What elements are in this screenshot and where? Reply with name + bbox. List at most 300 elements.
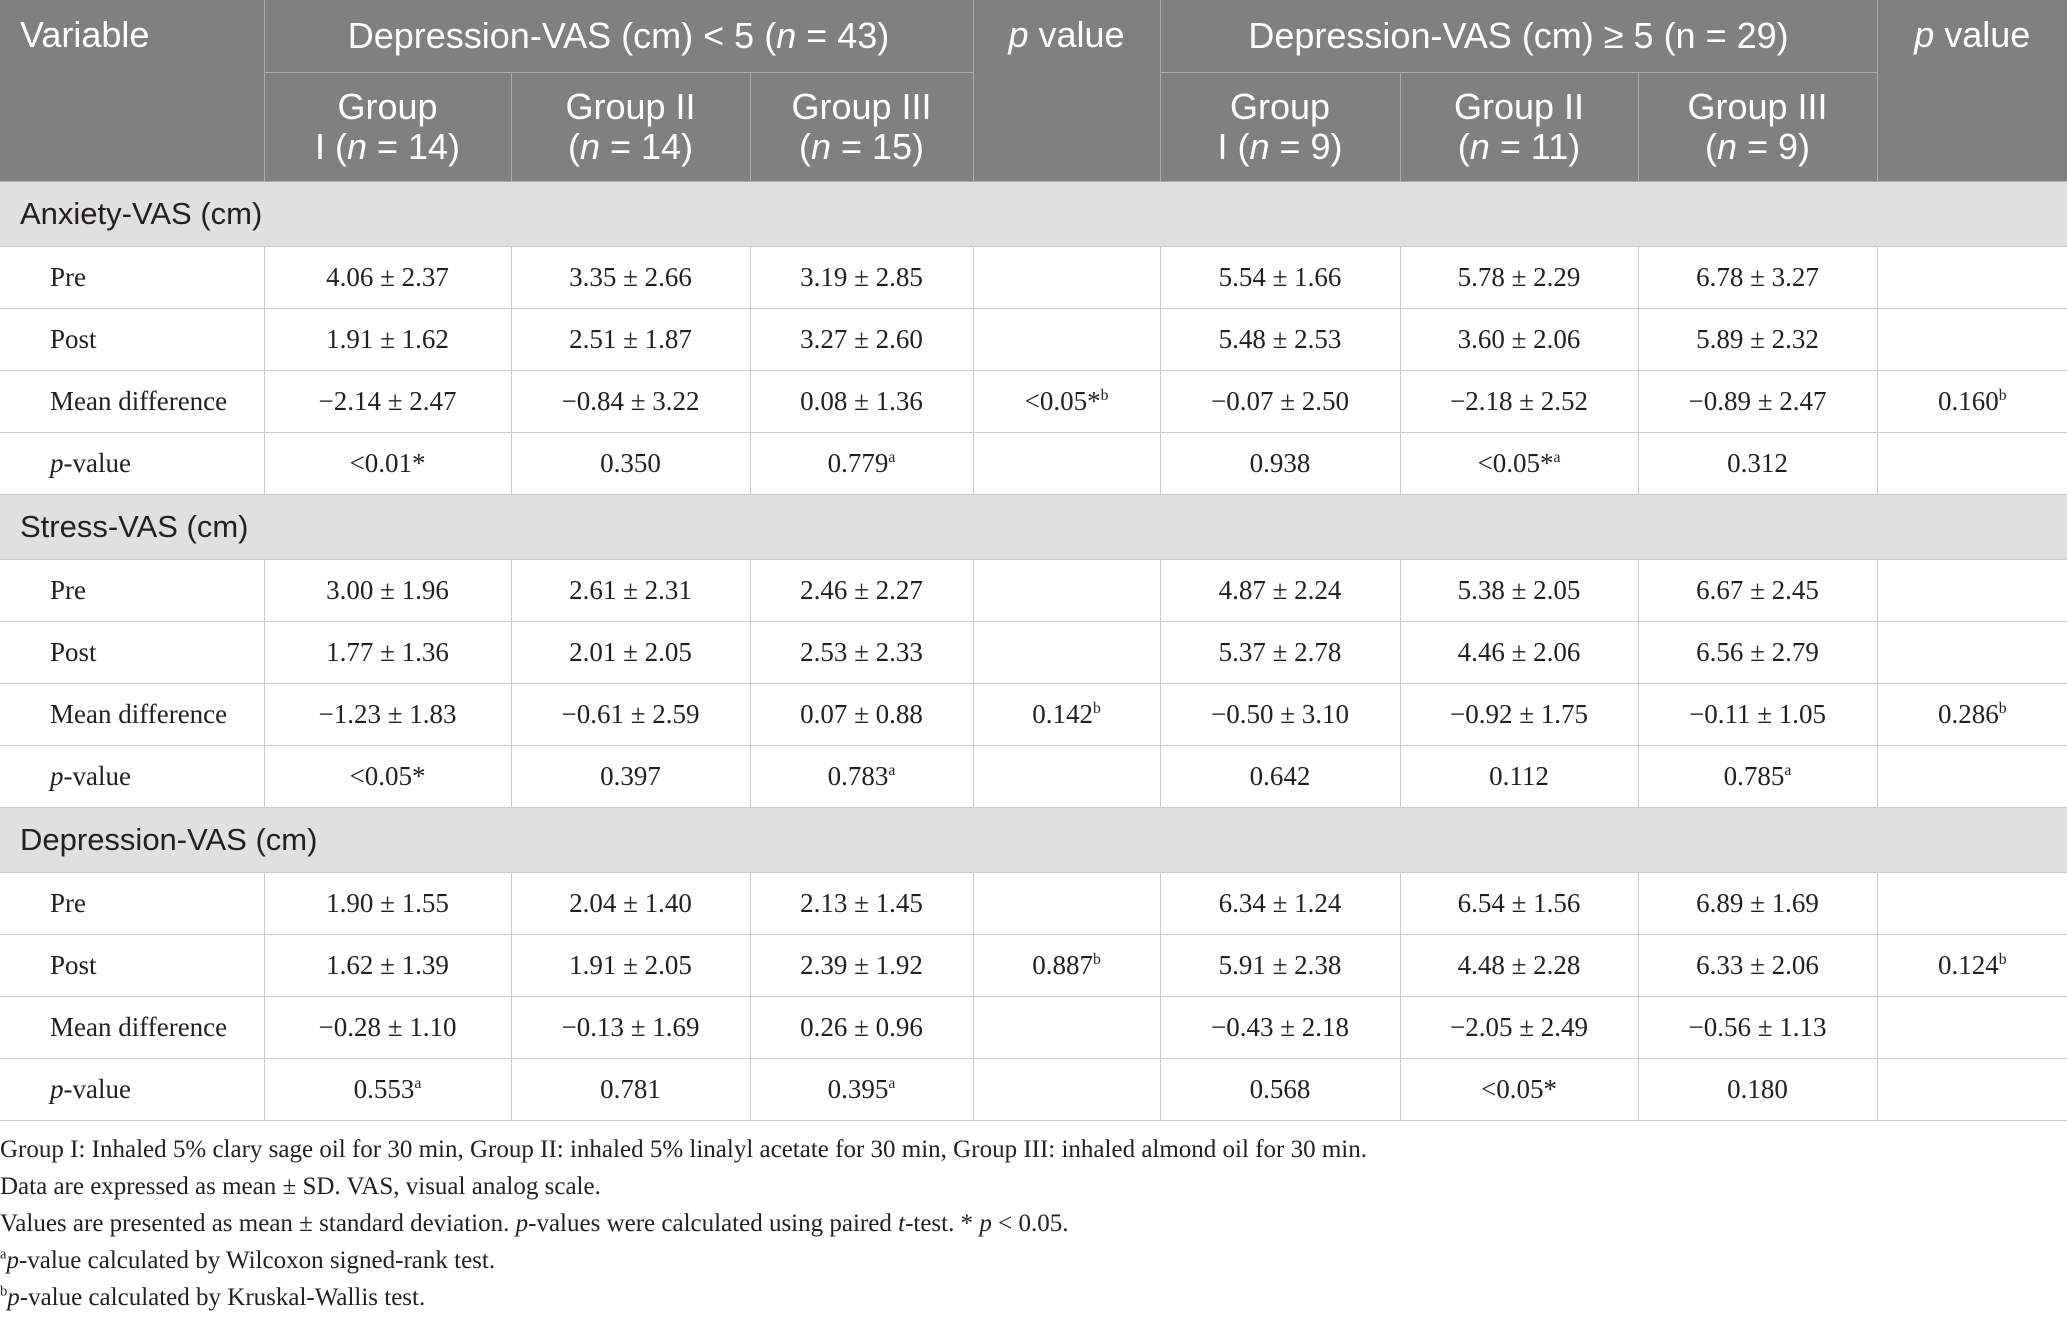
row-label (0, 684, 264, 746)
cell-value: 6.34 ± 1.24 (1218, 888, 1342, 918)
cell-value: 3.60 ± 2.06 (1457, 324, 1581, 354)
table-header (0, 0, 2067, 182)
section-row (0, 808, 2067, 873)
footnote (0, 1168, 2067, 1205)
cell-value: −0.61 ± 2.59 (561, 699, 700, 729)
cell-value: 2.04 ± 1.40 (569, 888, 692, 918)
table-row (0, 622, 2067, 684)
header-line (512, 127, 750, 167)
text-segment: n (346, 126, 367, 167)
cell-value: 2.53 ± 2.33 (800, 637, 923, 667)
cell-value: 0.938 (1249, 448, 1311, 478)
cell-value: <0.05* (1481, 1074, 1557, 1104)
text-segment: p (1008, 14, 1029, 55)
cell-value: 0.397 (600, 761, 661, 791)
cell-value: 5.37 ± 2.78 (1218, 637, 1342, 667)
data-cell (1160, 935, 1400, 997)
footnote (0, 1279, 2067, 1316)
text-segment: p (7, 1284, 20, 1311)
header-subgroups-high-2 (1400, 73, 1638, 182)
header-line (265, 87, 511, 127)
data-cell (750, 433, 973, 495)
row-label (0, 873, 264, 935)
header-subgroups-low-1 (264, 73, 511, 182)
data-cell (750, 247, 973, 309)
table-row (0, 935, 2067, 997)
data-cell (264, 371, 511, 433)
group-p-value-cell (973, 873, 1160, 935)
data-cell (511, 935, 750, 997)
text-segment: = 9) (1269, 126, 1343, 167)
cell-value: 0.142 (1032, 699, 1093, 729)
cell-value: 2.46 ± 2.27 (800, 575, 923, 605)
row-label (0, 371, 264, 433)
data-cell (1400, 1059, 1638, 1121)
cell-value: 0.553 (353, 1074, 415, 1104)
text-segment: p (50, 761, 64, 791)
text-segment: Mean difference (50, 386, 228, 416)
text-segment: Group II (565, 86, 696, 127)
data-cell (1638, 371, 1877, 433)
data-cell (511, 684, 750, 746)
data-cell (1400, 247, 1638, 309)
data-cell (511, 309, 750, 371)
cell-value: 0.350 (600, 448, 661, 478)
group-p-value-cell (1877, 309, 2067, 371)
header-row-1 (0, 0, 2067, 73)
row-label (0, 247, 264, 309)
footnote (0, 1205, 2067, 1242)
data-cell (750, 935, 973, 997)
text-segment: Group III (791, 86, 932, 127)
cell-value: 2.13 ± 1.45 (800, 888, 923, 918)
cell-value: 5.91 ± 2.38 (1218, 950, 1342, 980)
superscript-marker: b (1092, 700, 1101, 717)
text-segment: Mean difference (50, 699, 228, 729)
data-cell (1400, 935, 1638, 997)
header-subgroups-low-2 (511, 73, 750, 182)
cell-value: <0.05* (1024, 386, 1101, 416)
cell-value: 2.01 ± 2.05 (569, 637, 692, 667)
group-p-value-cell (1877, 433, 2067, 495)
group-p-value-cell (1877, 1059, 2067, 1121)
text-segment: value (1934, 14, 2031, 55)
text-segment: n (1716, 126, 1737, 167)
data-cell (264, 997, 511, 1059)
text-segment: Post (50, 324, 97, 354)
section-title: Depression-VAS (cm) (0, 808, 2067, 873)
data-cell (511, 247, 750, 309)
superscript-marker: a (888, 762, 896, 779)
group-p-value-cell (973, 247, 1160, 309)
row-label (0, 997, 264, 1059)
data-cell (1400, 309, 1638, 371)
text-segment: p (50, 1074, 64, 1104)
row-label (0, 1059, 264, 1121)
text-segment: I ( (314, 126, 347, 167)
cell-value: 4.06 ± 2.37 (326, 262, 449, 292)
data-cell (264, 433, 511, 495)
table-row (0, 746, 2067, 808)
data-cell (1160, 873, 1400, 935)
data-cell (750, 1059, 973, 1121)
header-group-low (264, 0, 973, 73)
text-segment: ( (1704, 126, 1717, 167)
data-cell (1400, 560, 1638, 622)
data-cell (750, 560, 973, 622)
text-segment: -value calculated by Wilcoxon signed-rank test. (18, 1247, 496, 1274)
data-cell (1400, 433, 1638, 495)
header-group-high (1160, 0, 1877, 73)
header-line (1639, 127, 1877, 167)
row-label (0, 935, 264, 997)
header-line (751, 127, 973, 167)
header-line (1401, 127, 1638, 167)
cell-value: 1.91 ± 1.62 (326, 324, 449, 354)
data-cell (1160, 622, 1400, 684)
cell-value: 0.779 (827, 448, 889, 478)
text-segment: = 15) (830, 126, 925, 167)
data-cell (1160, 746, 1400, 808)
data-cell (1638, 1059, 1877, 1121)
text-segment: = 43) (796, 15, 890, 56)
text-segment: -value (63, 761, 131, 791)
cell-value: 2.39 ± 1.92 (800, 950, 923, 980)
cell-value: 5.89 ± 2.32 (1696, 324, 1819, 354)
cell-value: −1.23 ± 1.83 (318, 699, 457, 729)
cell-value: −0.07 ± 2.50 (1210, 386, 1350, 416)
data-cell (750, 873, 973, 935)
group-p-value-cell (1877, 622, 2067, 684)
text-segment: p (50, 448, 64, 478)
data-cell (1638, 935, 1877, 997)
cell-value: −0.89 ± 2.47 (1688, 386, 1827, 416)
text-segment: -value (63, 1074, 131, 1104)
text-segment: Post (50, 637, 97, 667)
data-cell (750, 622, 973, 684)
data-cell (1400, 371, 1638, 433)
data-cell (1160, 309, 1400, 371)
header-line (1639, 87, 1877, 127)
cell-value: −2.05 ± 2.49 (1449, 1012, 1589, 1042)
group-p-value-cell (1877, 997, 2067, 1059)
text-segment: I ( (1217, 126, 1250, 167)
data-cell (1638, 622, 1877, 684)
cell-value: 0.07 ± 0.88 (800, 699, 923, 729)
cell-value: 2.61 ± 2.31 (569, 575, 692, 605)
group-p-value-cell (973, 1059, 1160, 1121)
cell-value: 0.312 (1727, 448, 1788, 478)
superscript-marker: a (414, 1075, 422, 1092)
data-cell (264, 247, 511, 309)
row-label (0, 433, 264, 495)
data-cell (1160, 433, 1400, 495)
text-segment: < 0.05. (991, 1210, 1069, 1237)
data-cell (750, 684, 973, 746)
group-p-value-cell (973, 997, 1160, 1059)
text-segment: -test. * (905, 1210, 980, 1237)
data-cell (511, 997, 750, 1059)
row-label (0, 309, 264, 371)
text-segment: value (1028, 14, 1125, 55)
table-row (0, 560, 2067, 622)
cell-value: 0.887 (1032, 950, 1093, 980)
cell-value: 6.78 ± 3.27 (1696, 262, 1819, 292)
data-cell (1400, 622, 1638, 684)
group-p-value-cell (973, 371, 1160, 433)
cell-value: 5.78 ± 2.29 (1457, 262, 1581, 292)
cell-value: 1.62 ± 1.39 (326, 950, 449, 980)
data-cell (1638, 746, 1877, 808)
text-segment: Depression-VAS (cm) < 5 ( (347, 15, 777, 56)
header-line (265, 127, 511, 167)
text-segment: n (810, 126, 831, 167)
cell-value: −0.13 ± 1.69 (561, 1012, 700, 1042)
group-p-value-cell (1877, 560, 2067, 622)
cell-value: 4.46 ± 2.06 (1457, 637, 1581, 667)
cell-value: 6.54 ± 1.56 (1457, 888, 1581, 918)
header-line (512, 87, 750, 127)
data-cell (511, 1059, 750, 1121)
cell-value: 2.51 ± 1.87 (569, 324, 692, 354)
text-segment: ( (567, 126, 580, 167)
data-cell (511, 873, 750, 935)
text-segment: = 11) (1489, 126, 1581, 167)
text-segment: Group (1229, 86, 1331, 127)
data-cell (511, 433, 750, 495)
table-row (0, 309, 2067, 371)
section-title: Anxiety-VAS (cm) (0, 182, 2067, 247)
table-row (0, 684, 2067, 746)
table-row (0, 873, 2067, 935)
data-cell (750, 997, 973, 1059)
section-title: Stress-VAS (cm) (0, 495, 2067, 560)
header-p-value-high (1877, 0, 2067, 182)
group-p-value-cell (973, 622, 1160, 684)
data-cell (1400, 873, 1638, 935)
cell-value: 5.48 ± 2.53 (1218, 324, 1342, 354)
header-line (1401, 87, 1638, 127)
cell-value: 0.783 (827, 761, 889, 791)
text-segment: n (776, 15, 797, 56)
superscript-marker: b (1100, 387, 1109, 404)
superscript-marker: b (1998, 700, 2007, 717)
header-p-value-low (973, 0, 1160, 182)
cell-value: −0.43 ± 2.18 (1210, 1012, 1350, 1042)
text-segment: = 14) (366, 126, 461, 167)
cell-value: −0.50 ± 3.10 (1210, 699, 1350, 729)
cell-value: <0.05* (349, 761, 426, 791)
data-cell (1638, 433, 1877, 495)
superscript-marker: a (0, 1246, 7, 1263)
cell-value: 6.56 ± 2.79 (1696, 637, 1819, 667)
superscript-marker: a (1784, 762, 1792, 779)
data-cell (1160, 684, 1400, 746)
footnotes (0, 1121, 2067, 1316)
cell-value: 3.27 ± 2.60 (800, 324, 923, 354)
cell-value: −0.92 ± 1.75 (1449, 699, 1589, 729)
data-cell (1160, 247, 1400, 309)
group-p-value-cell (973, 433, 1160, 495)
cell-value: 0.395 (827, 1074, 889, 1104)
section-row (0, 182, 2067, 247)
text-segment: p (515, 1210, 529, 1237)
superscript-marker: b (0, 1283, 8, 1300)
text-segment: n (1469, 126, 1490, 167)
text-segment: Data are expressed as mean ± SD. VAS, visual analog scale. (0, 1173, 601, 1200)
data-cell (511, 746, 750, 808)
data-cell (750, 746, 973, 808)
cell-value: −0.11 ± 1.05 (1688, 699, 1827, 729)
cell-value: <0.01* (349, 448, 426, 478)
group-p-value-cell (1877, 746, 2067, 808)
superscript-marker: a (888, 449, 896, 466)
cell-value: 4.48 ± 2.28 (1457, 950, 1581, 980)
cell-value: 6.67 ± 2.45 (1696, 575, 1819, 605)
cell-value: −0.28 ± 1.10 (318, 1012, 457, 1042)
header-line (751, 87, 973, 127)
group-p-value-cell (1877, 371, 2067, 433)
data-cell (1400, 997, 1638, 1059)
text-segment: n (1249, 126, 1270, 167)
cell-value: 3.19 ± 2.85 (800, 262, 923, 292)
text-segment: t (898, 1210, 906, 1237)
text-segment: -values were calculated using paired (528, 1210, 899, 1237)
cell-value: 0.124 (1937, 950, 1999, 980)
data-cell (264, 560, 511, 622)
data-cell (750, 371, 973, 433)
table-row (0, 1059, 2067, 1121)
cell-value: 0.180 (1727, 1074, 1788, 1104)
cell-value: 0.286 (1937, 699, 1999, 729)
data-cell (264, 873, 511, 935)
text-segment: Group II (1453, 86, 1585, 127)
text-segment: -value calculated by Kruskal-Wallis test. (19, 1284, 426, 1311)
data-cell (1638, 247, 1877, 309)
group-p-value-cell (973, 935, 1160, 997)
header-variable: Variable (0, 0, 264, 182)
text-segment: ( (798, 126, 811, 167)
data-cell (264, 1059, 511, 1121)
data-cell (264, 935, 511, 997)
table-row (0, 433, 2067, 495)
cell-value: 0.160 (1937, 386, 1999, 416)
text-segment: ( (1457, 126, 1470, 167)
data-cell (1638, 873, 1877, 935)
data-cell (511, 560, 750, 622)
text-segment: Values are presented as mean ± standard deviation. (0, 1210, 516, 1237)
cell-value: 6.89 ± 1.69 (1696, 888, 1819, 918)
cell-value: 3.00 ± 1.96 (326, 575, 449, 605)
data-cell (264, 309, 511, 371)
header-line (1161, 127, 1400, 167)
text-segment: p (979, 1210, 992, 1237)
data-cell (264, 746, 511, 808)
text-segment: Group (337, 86, 438, 127)
data-cell (264, 684, 511, 746)
table-row (0, 247, 2067, 309)
cell-value: 5.54 ± 1.66 (1218, 262, 1342, 292)
cell-value: −2.18 ± 2.52 (1449, 386, 1589, 416)
cell-value: 0.781 (600, 1074, 661, 1104)
table-row (0, 997, 2067, 1059)
header-subgroups-low-3 (750, 73, 973, 182)
table-row (0, 371, 2067, 433)
data-cell (1160, 560, 1400, 622)
data-cell (1638, 684, 1877, 746)
text-segment: Post (50, 950, 97, 980)
cell-value: −0.84 ± 3.22 (561, 386, 700, 416)
cell-value: 3.35 ± 2.66 (569, 262, 692, 292)
data-cell (1638, 997, 1877, 1059)
text-segment: Group I: Inhaled 5% clary sage oil for 30 min, Group II: inhaled 5% linalyl acetate for 30 min, Group III: inhaled almond oil for 30 min. (0, 1136, 1367, 1163)
footnote (0, 1131, 2067, 1168)
group-p-value-cell (1877, 935, 2067, 997)
superscript-marker: a (1553, 449, 1561, 466)
cell-value: 5.38 ± 2.05 (1457, 575, 1581, 605)
text-segment: Mean difference (50, 1012, 228, 1042)
data-cell (1638, 560, 1877, 622)
text-segment: p (1914, 14, 1935, 55)
data-cell (750, 309, 973, 371)
row-label (0, 560, 264, 622)
header-subgroups-high-3 (1638, 73, 1877, 182)
data-cell (264, 622, 511, 684)
cell-value: <0.05* (1477, 448, 1554, 478)
row-label (0, 622, 264, 684)
data-cell (1160, 1059, 1400, 1121)
data-cell (511, 622, 750, 684)
group-p-value-cell (973, 560, 1160, 622)
superscript-marker: b (1998, 387, 2007, 404)
footnote (0, 1242, 2067, 1279)
text-segment: Pre (50, 262, 86, 292)
cell-value: 0.26 ± 0.96 (800, 1012, 923, 1042)
cell-value: 4.87 ± 2.24 (1218, 575, 1342, 605)
cell-value: −0.56 ± 1.13 (1688, 1012, 1827, 1042)
text-segment: Pre (50, 888, 86, 918)
section-row (0, 495, 2067, 560)
row-label (0, 746, 264, 808)
text-segment: Group III (1687, 86, 1828, 127)
cell-value: −2.14 ± 2.47 (318, 386, 457, 416)
data-cell (1160, 997, 1400, 1059)
cell-value: 1.91 ± 2.05 (569, 950, 692, 980)
cell-value: 0.568 (1249, 1074, 1311, 1104)
group-p-value-cell (973, 684, 1160, 746)
data-cell (1400, 746, 1638, 808)
superscript-marker: a (888, 1075, 896, 1092)
superscript-marker: b (1092, 951, 1101, 968)
cell-value: 6.33 ± 2.06 (1696, 950, 1819, 980)
cell-value: 0.112 (1489, 761, 1549, 791)
table-body (0, 182, 2067, 1121)
header-line (1161, 87, 1400, 127)
group-p-value-cell (1877, 684, 2067, 746)
cell-value: 1.77 ± 1.36 (326, 637, 449, 667)
group-p-value-cell (973, 746, 1160, 808)
cell-value: 1.90 ± 1.55 (326, 888, 449, 918)
cell-value: 0.785 (1723, 761, 1785, 791)
data-cell (1400, 684, 1638, 746)
text-segment: -value (63, 448, 131, 478)
text-segment: Depression-VAS (cm) ≥ 5 (n = 29) (1248, 15, 1789, 56)
text-segment: Pre (50, 575, 86, 605)
text-segment: = 14) (599, 126, 694, 167)
header-subgroups-high-1 (1160, 73, 1400, 182)
text-segment: n (579, 126, 600, 167)
data-cell (1638, 309, 1877, 371)
